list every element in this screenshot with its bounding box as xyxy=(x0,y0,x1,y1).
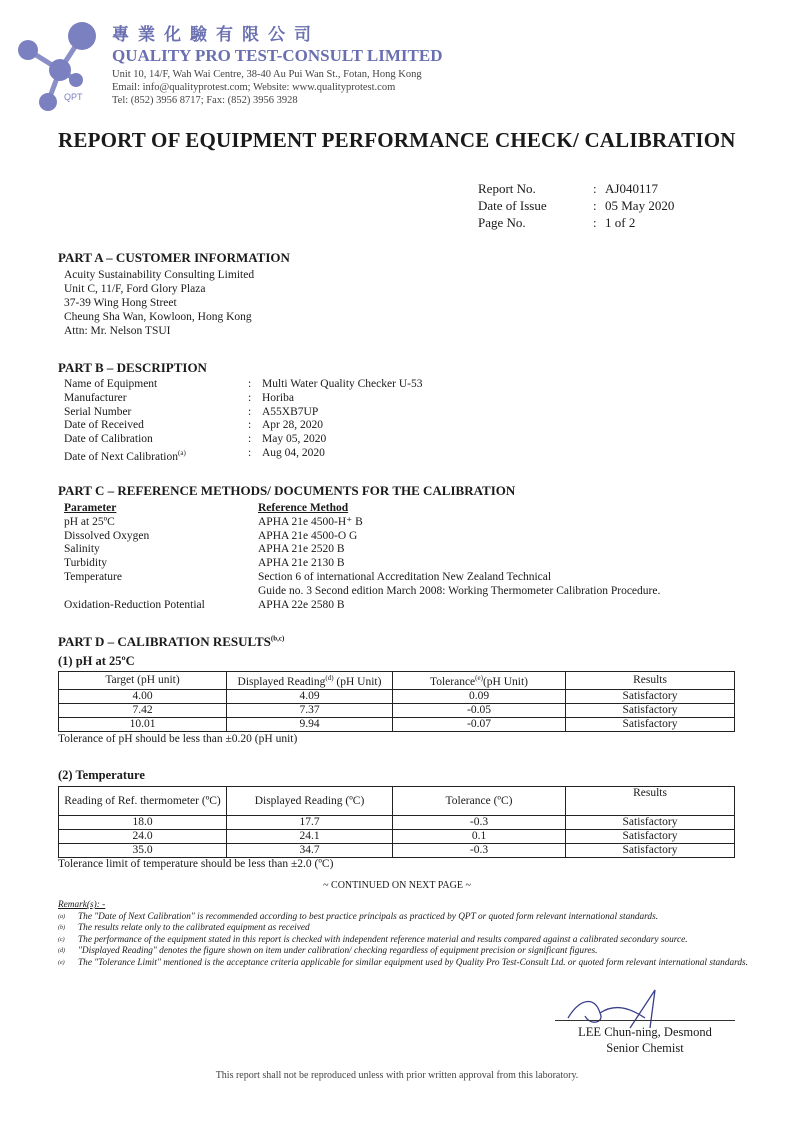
part-b-heading: PART B – DESCRIPTION xyxy=(58,360,207,375)
svg-text:QPT: QPT xyxy=(64,92,83,102)
signatory-name: LEE Chun-ning, Desmond xyxy=(578,1025,712,1039)
equipment-description: Name of Equipment : Multi Water Quality Checker U-53 Manufacturer : Horiba Serial Number : A55XB7UP Date of Received : Apr 28, 2020 Date of Calibration : May 05, 2020 Date of Next Calibration$^{(a)}$ : Aug 04, 2020 xyxy=(64,378,423,463)
temperature-section-title: (2) Temperature xyxy=(58,768,145,782)
issue-date: 05 May 2020 xyxy=(605,198,675,213)
report-title: REPORT OF EQUIPMENT PERFORMANCE CHECK/ CALIBRATION xyxy=(58,128,736,152)
table-row: 10.01 9.94 -0.07 Satisfactory xyxy=(59,717,735,731)
signatory-role: Senior Chemist xyxy=(606,1041,684,1055)
company-address: Unit 10, 14/F, Wah Wai Centre, 38-40 Au Pui Wan St., Fotan, Hong Kong xyxy=(112,69,422,80)
signatory xyxy=(560,1024,730,1056)
page-number: 1 of 2 xyxy=(605,215,636,230)
reference-methods: Parameter Reference Method pH at 25ºC APHA 21e 4500-H⁺ B Dissolved Oxygen APHA 21e 4500-O G Salinity APHA 21e 2520 B Turbidity APHA 21e 2130 B Temperature Section 6 of international Accreditation New Zealand Technical Guide no. 3 Second edition March 2008: Working Thermometer Calibration Procedure. Oxidation-Reduction Potential APHA 22e 2580 B xyxy=(64,502,661,611)
table-row: 4.00 4.09 0.09 Satisfactory xyxy=(59,689,735,703)
customer-info: Acuity Sustainability Consulting Limited Unit C, 11/F, Ford Glory Plaza 37-39 Wing Hong Street Cheung Sha Wan, Kowloon, Hong Kong Attn: Mr. Nelson TSUI xyxy=(64,269,255,337)
company-tel: Tel: (852) 3956 8717; Fax: (852) 3956 3928 xyxy=(112,95,298,106)
part-c-heading: PART C – REFERENCE METHODS/ DOCUMENTS FOR THE CALIBRATION xyxy=(58,483,516,498)
report-number: AJ040117 xyxy=(605,181,658,196)
remarks: Remark(s): - (a) The "Date of Next Calibration" is recommended according to best practice principals as practiced by QPT or quoted form relevant international standards. (b) The results relate only to the calibrated equipment as received (c) The performance of the equipment stated in this report is checked with independent reference material and results compared against a calibrated secondary source. (d) "Displayed Reading" denotes the figure shown on item under calibration/ checking regardless of equipment precision or significant figures. (e) The "Tolerance Limit" mentioned is the acceptance criteria applicable for similar equipment used by Quality Pro Test-Consult Ltd. or quoted form relevant international standards. xyxy=(58,900,748,968)
ph-tolerance-note: Tolerance of pH should be less than ±0.20 (pH unit) xyxy=(58,733,298,745)
company-name: QUALITY PRO TEST-CONSULT LIMITED xyxy=(112,46,443,65)
table-row: 24.0 24.1 0.1 Satisfactory xyxy=(59,830,735,844)
table-row: 35.0 34.7 -0.3 Satisfactory xyxy=(59,844,735,858)
signature-line xyxy=(555,1020,735,1021)
footer-note: This report shall not be reproduced unless with prior written approval from this laboratory. xyxy=(215,1070,579,1081)
part-a-heading: PART A – CUSTOMER INFORMATION xyxy=(58,250,290,265)
part-d-heading: PART D – CALIBRATION RESULTS$^{(b,c)}$ xyxy=(58,634,285,649)
table-row: 7.42 7.37 -0.05 Satisfactory xyxy=(59,703,735,717)
company-name-chinese: 專業化驗有限公司 xyxy=(112,25,320,44)
qpt-logo xyxy=(10,18,105,113)
temperature-tolerance-note: Tolerance limit of temperature should be less than ±2.0 (ºC) xyxy=(58,858,334,870)
temperature-results-table: Reading of Ref. thermometer (ºC) Displayed Reading (ºC) Tolerance (ºC) Results 18.0 17.7 -0.3 Satisfactory 24.0 24.1 0.1 Satisfactory 35.0 34.7 -0.3 Satisfactory xyxy=(58,786,735,858)
report-info: Report No. : AJ040117 Date of Issue : 05 May 2020 Page No. : 1 of 2 xyxy=(478,181,675,230)
continued-note: ~ CONTINUED ON NEXT PAGE ~ xyxy=(323,880,471,891)
table-row: 18.0 17.7 -0.3 Satisfactory xyxy=(59,816,735,830)
company-email: Email: info@qualityprotest.com; Website: www.qualityprotest.com xyxy=(112,82,396,93)
ph-section-title: (1) pH at 25ºC xyxy=(58,654,135,668)
ph-results-table: Target (pH unit) Displayed Reading$^{(d)}$ (pH Unit) Tolerance$^{(e)}$(pH Unit) Results 4.00 4.09 0.09 Satisfactory 7.42 7.37 -0.05 Satisfactory 10.01 9.94 -0.07 Satisfactory xyxy=(58,671,735,732)
